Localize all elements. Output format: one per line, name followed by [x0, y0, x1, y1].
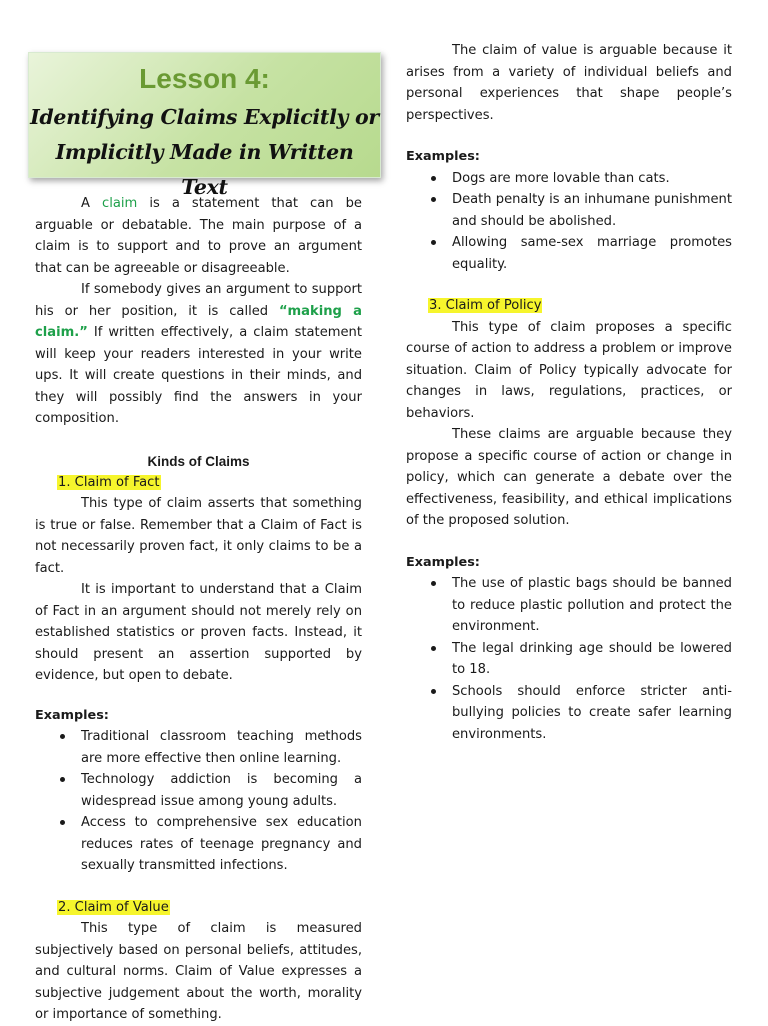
list-item: Traditional classroom teaching methods are more effective then online learning. — [35, 726, 362, 769]
list-item: Allowing same-sex marriage promotes equality. — [406, 232, 732, 275]
list-item: Dogs are more lovable than cats. — [406, 168, 732, 190]
lesson-title-line-1: Identifying Claims Explicitly or — [30, 105, 379, 129]
intro-paragraph-1 — [35, 193, 362, 279]
claim-of-policy-heading — [428, 295, 732, 317]
list-item: Schools should enforce stricter anti-bullying policies to create safer learning environments. — [406, 681, 732, 746]
claim-keyword: claim — [102, 196, 138, 211]
intro-p1-rest: is a statement that can be arguable or debatable. The main purpose of a claim is to support and to prove an argument that can be agreeable or disagreeable. — [35, 196, 362, 276]
list-item: Technology addiction is becoming a widespread issue among young adults. — [35, 769, 362, 812]
policy-examples-list — [406, 573, 732, 745]
lesson-title-line-2: Implicitly Made in Written Text — [55, 140, 354, 199]
list-item: The use of plastic bags should be banned to reduce plastic pollution and protect the environment. — [406, 573, 732, 638]
value-paragraph-2: The claim of value is arguable because it arises from a variety of individual beliefs and personal experiences that shape people’s perspectives. — [406, 43, 732, 123]
right-column — [406, 0, 732, 745]
policy-examples-label: Examples: — [406, 554, 480, 570]
intro-p1-start: A — [81, 196, 103, 211]
policy-paragraph-1: This type of claim proposes a specific course of action to address a problem or improve situation. Claim of Policy typically advocate for changes in laws, regulations, practices, or behaviors. — [406, 319, 732, 421]
fact-number: 1. — [58, 474, 71, 490]
fact-examples-label: Examples: — [35, 707, 109, 723]
value-paragraph-1: This type of claim is measured subjectively based on personal beliefs, attitudes, and cultural norms. Claim of Value expresses a subjective judgement about the worth, morality or importance of something. — [35, 921, 362, 1022]
list-item: Death penalty is an inhumane punishment and should be abolished. — [406, 189, 732, 232]
list-item: The legal drinking age should be lowered to 18. — [406, 638, 732, 681]
value-examples-label: Examples: — [406, 149, 480, 164]
fact-examples-list — [35, 726, 362, 877]
value-number: 2. — [58, 899, 71, 915]
fact-title: Claim of Fact — [74, 474, 160, 490]
lesson-number: Lesson 4: — [139, 63, 270, 94]
making-a-claim-keyword: “making a claim.” — [35, 303, 362, 340]
claim-of-fact-heading — [57, 472, 362, 494]
intro-p2-start: If somebody gives an argument to support his or her position, it is called — [35, 282, 362, 319]
fact-paragraph-1: This type of claim asserts that something is true or false. Remember that a Claim of Fact is not necessarily proven fact, it only claims to be a fact. — [35, 496, 362, 576]
value-examples-list — [406, 168, 732, 276]
policy-paragraph-2: These claims are arguable because they propose a specific course of action or change in policy, which can generate a debate over the effectiveness, feasibility, and ethical implications of the proposed solution. — [406, 427, 732, 528]
policy-title: Claim of Policy — [445, 298, 542, 313]
left-column — [35, 0, 362, 1026]
policy-number: 3. — [429, 298, 442, 313]
intro-p2-rest: If written effectively, a claim statement will keep your readers interested in your write ups. It will create questions in their minds, and they will possibly find the answers in your composition. — [35, 325, 362, 426]
value-title: Claim of Value — [74, 899, 169, 915]
claim-of-value-heading — [57, 897, 362, 919]
intro-paragraph-2 — [35, 279, 362, 430]
list-item: Access to comprehensive sex education reduces rates of teenage pregnancy and sexually transmitted infections. — [35, 812, 362, 877]
fact-paragraph-2: It is important to understand that a Claim of Fact in an argument should not merely rely on established statistics or proven facts. Instead, it should present an assertion supported by evidence, but open to debate. — [35, 582, 362, 683]
kinds-of-claims-heading: Kinds of Claims — [147, 453, 250, 469]
